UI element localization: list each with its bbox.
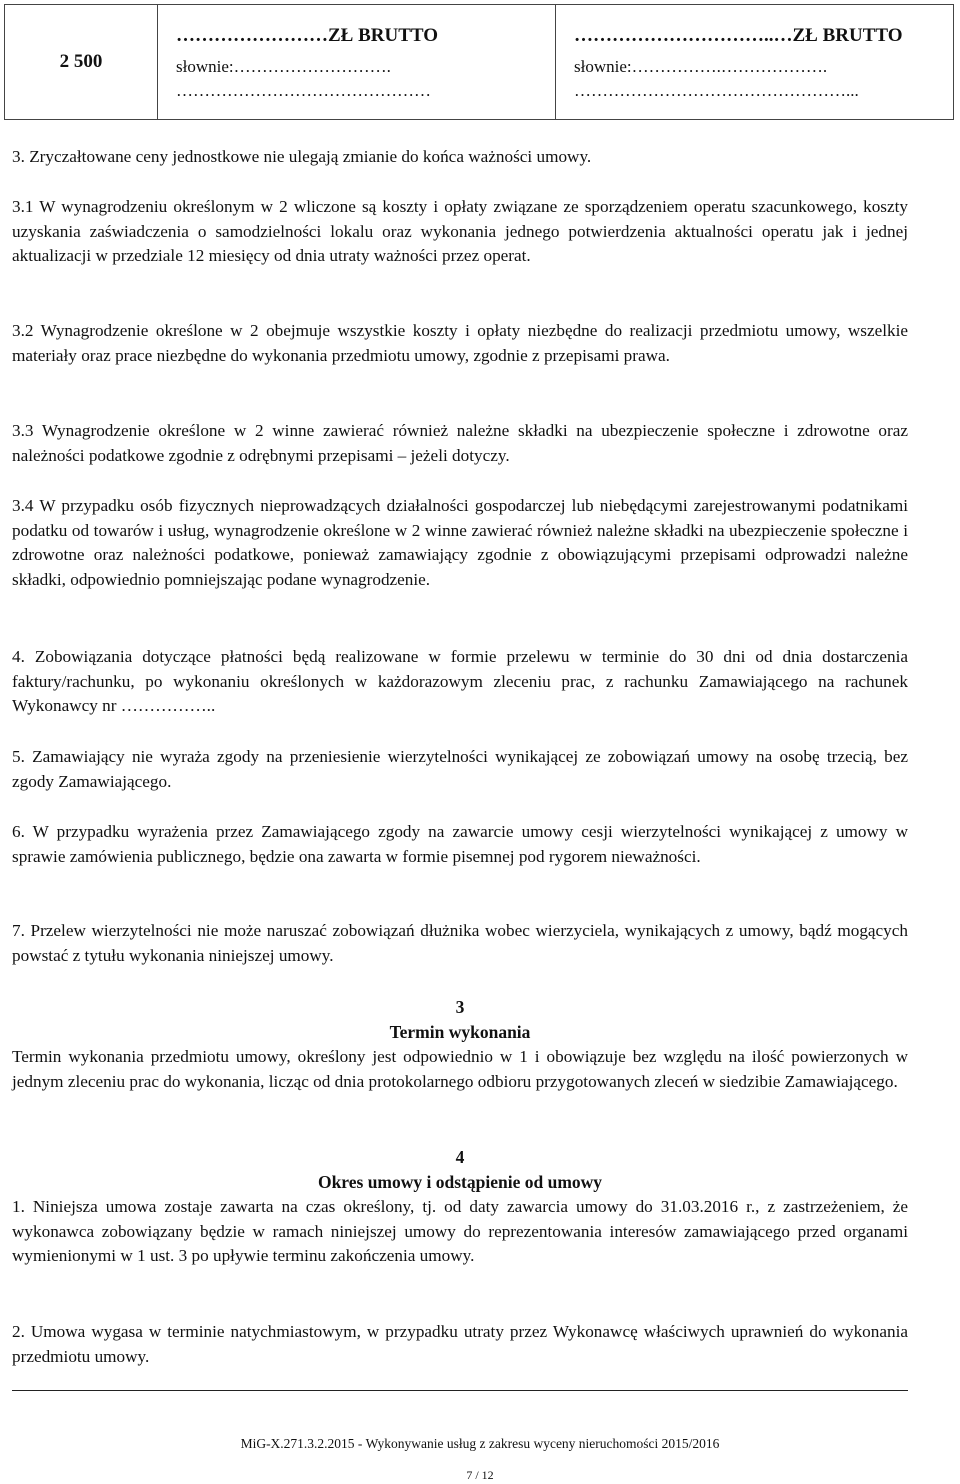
section-4-number: 4 [455, 1147, 465, 1167]
section-4-paragraph-1: 1. Niniejsza umowa zostaje zawarta na czas określony, tj. od daty zawarcia umowy do 31.03.2016 r., z zastrzeżeniem, że wykonawca zobowiązany będzie w ramach niniejszej umowy do reprezentowania interesów zamawiającego przed organami wymienionymi w 1 ust. 3 po upływie terminu zakończenia umowy. [12, 1197, 908, 1266]
brutto-label-a: ……………………ZŁ BRUTTO [176, 25, 438, 46]
slownie-label-b: słownie:…………….………………. [574, 57, 828, 76]
price-cell-a [158, 5, 556, 120]
paragraph-5: 5. Zamawiający nie wyraża zgody na przeniesienie wierzytelności wynikającej ze zobowiązań umowy na osobę trzecią, bez zgody Zamawiającego. [12, 747, 908, 791]
paragraph-3-2: 3.2 Wynagrodzenie określone w 2 obejmuje wszystkie koszty i opłaty niezbędne do realizacji przedmiotu umowy, wszelkie materiały oraz prace niezbędne do wykonania przedmiotu umowy, zgodnie z przepisami prawa. [12, 321, 908, 365]
paragraph-7: 7. Przelew wierzytelności nie może naruszać zobowiązań dłużnika wobec wierzyciela, wynikających z umowy, bądź mogących powstać z tytułu wykonania niniejszej umowy. [12, 921, 908, 965]
section-3-number: 3 [455, 997, 465, 1017]
paragraph-6: 6. W przypadku wyrażenia przez Zamawiającego zgody na zawarcie umowy cesji wierzytelności wynikającej z umowy w sprawie zamówienia publicznego, będzie ona zawarta w formie pisemnej pod rygorem nieważności. [12, 822, 908, 866]
slownie-label-a: słownie:………………………. [176, 57, 391, 76]
table-row [5, 5, 954, 120]
dots-line-a: ……………………………………… [176, 81, 431, 100]
amount-cell: 2 500 [5, 5, 158, 120]
brutto-label-b: …………………………..…ZŁ BRUTTO [574, 25, 903, 46]
price-table [4, 4, 954, 120]
page-number: 7 / 12 [466, 1468, 494, 1482]
footer-divider [12, 1390, 908, 1391]
section-3-text: Termin wykonania przedmiotu umowy, określony jest odpowiednio w 1 i obowiązuje bez względu na ilość powierzonych w jednym zleceniu prac do wykonania, licząc od dnia protokolarnego odbioru przygotowanych zleceń w siedzibie Zamawiającego. [12, 1047, 908, 1091]
paragraph-3-1: 3.1 W wynagrodzeniu określonym w 2 wliczone są koszty i opłaty związane ze sporządzeniem operatu szacunkowego, koszty uzyskania zaświadczenia o samodzielności lokalu oraz wykonania jednego potwierdzenia aktualności operatu jak i jednej aktualizacji w przedziale 12 miesięcy od dnia utraty ważności przez operat. [12, 197, 908, 266]
section-4-paragraph-2: 2. Umowa wygasa w terminie natychmiastowym, w przypadku utraty przez Wykonawcę właściwych uprawnień do wykonania przedmiotu umowy. [12, 1322, 908, 1366]
footer-reference: MiG-X.271.3.2.2015 - Wykonywanie usług z zakresu wyceny nieruchomości 2015/2016 [240, 1436, 720, 1451]
section-3-title: Termin wykonania [389, 1022, 531, 1042]
dots-line-b: …………………………………………... [574, 81, 859, 100]
paragraph-4: 4. Zobowiązania dotyczące płatności będą realizowane w formie przelewu w terminie do 30 dni od dnia dostarczenia faktury/rachunku, po wykonaniu określonych w każdorazowym zleceniu prac, z rachunku Zamawiającego na rachunek Wykonawcy nr …………….. [12, 647, 908, 716]
section-4-title: Okres umowy i odstąpienie od umowy [317, 1172, 603, 1192]
price-cell-b [556, 5, 954, 120]
paragraph-3: 3. Zryczałtowane ceny jednostkowe nie ulegają zmianie do końca ważności umowy. [12, 147, 592, 166]
paragraph-3-4: 3.4 W przypadku osób fizycznych nieprowadzących działalności gospodarczej lub niebędącymi zarejestrowanymi podatnikami podatku od towarów i usług, wynagrodzenie określone w 2 winne zawierać również należne składki na ubezpieczenie społeczne i zdrowotne oraz należności podatkowe, ponieważ zamawiający zgodnie z obowiązującymi przepisami odprowadzi należne składki, odpowiednio pomniejszając podane wynagrodzenie. [12, 496, 908, 589]
paragraph-3-3: 3.3 Wynagrodzenie określone w 2 winne zawierać również należne składki na ubezpieczenie społeczne i zdrowotne oraz należności podatkowe zgodnie z odrębnymi przepisami – jeżeli dotyczy. [12, 421, 908, 465]
